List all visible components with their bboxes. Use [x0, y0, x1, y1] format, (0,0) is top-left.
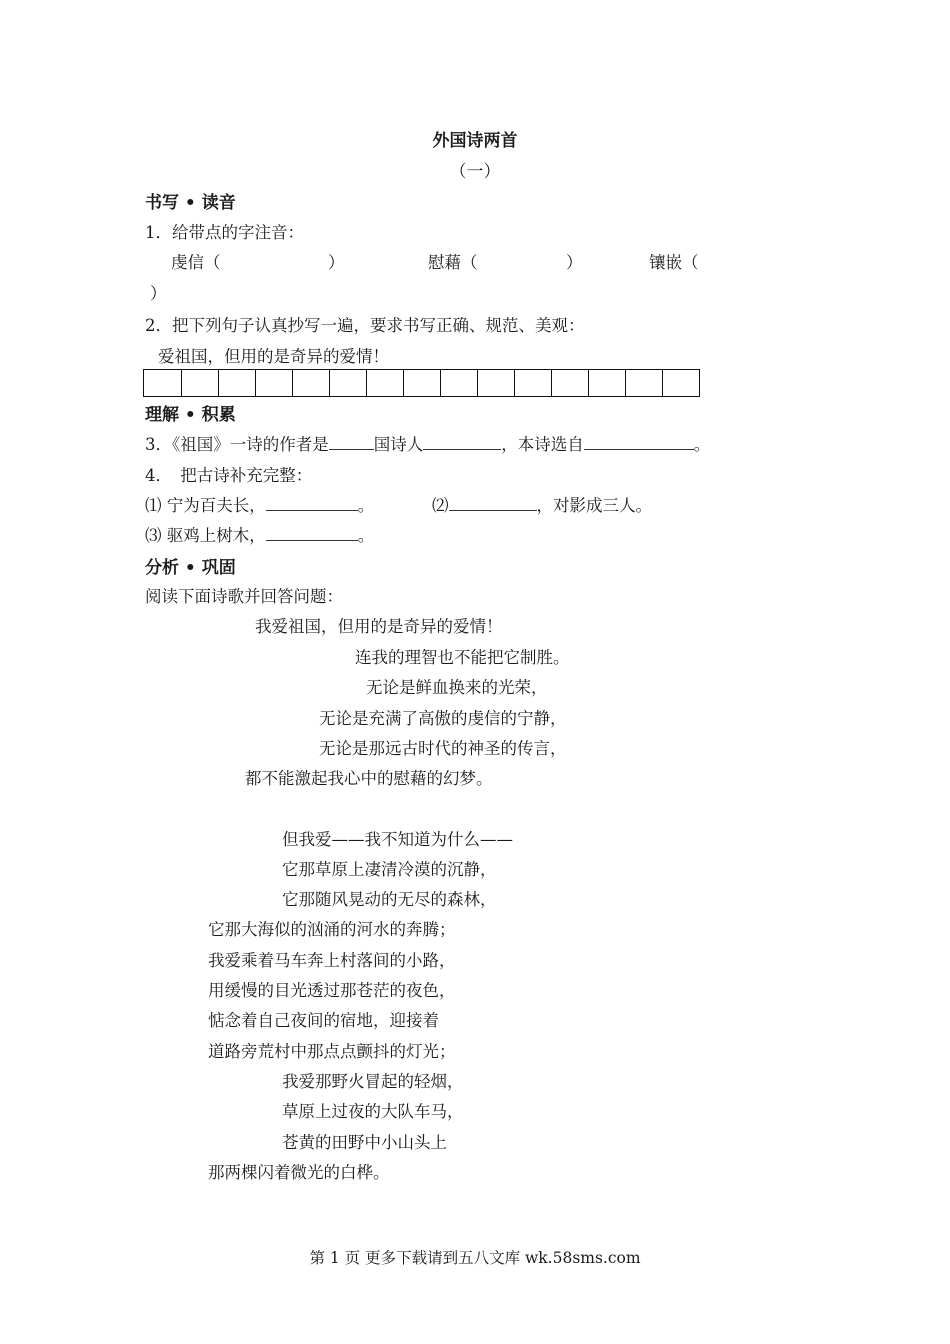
- poem-line: 但我爱——我不知道为什么——: [282, 830, 513, 849]
- q3-text-d: 。: [693, 435, 711, 454]
- q3-text-b: 国诗人: [373, 435, 424, 454]
- poem-line: 道路旁荒村中那点点颤抖的灯光；: [208, 1042, 456, 1061]
- poem-line: 用缓慢的目光透过那苍茫的夜色，: [208, 981, 456, 1000]
- q2-stem: 2．把下列句子认真抄写一遍，要求书写正确、规范、美观：: [145, 316, 585, 335]
- q1-word-2: 慰藉（: [428, 253, 478, 272]
- section-heading-writing: 书写 • 读音: [145, 193, 236, 213]
- q4-poem-2: [432, 492, 652, 516]
- poem-line: 我爱祖国，但用的是奇异的爱情！: [255, 617, 503, 636]
- q3-blank-source[interactable]: [584, 435, 694, 450]
- grid-divider: [218, 370, 219, 396]
- poem-line: 无论是鲜血换来的光荣，: [366, 678, 548, 697]
- grid-divider: [514, 370, 515, 396]
- grid-divider: [588, 370, 589, 396]
- q4-p1-text: ⑴ 宁为百夫长，: [145, 496, 266, 515]
- q3-text-a: 3．《祖国》一诗的作者是: [145, 435, 329, 454]
- writing-grid[interactable]: [143, 369, 700, 397]
- grid-divider: [625, 370, 626, 396]
- section-heading-analysis: 分析 • 巩固: [145, 558, 236, 578]
- poem-line: 无论是充满了高傲的虔信的宁静，: [319, 709, 567, 728]
- poem-line: 那两棵闪着微光的白桦。: [208, 1163, 390, 1182]
- q4-poem-1: [145, 492, 374, 516]
- grid-divider: [477, 370, 478, 396]
- poem-line: 它那大海似的汹涌的河水的奔腾；: [208, 920, 456, 939]
- page-title: 外国诗两首: [432, 131, 518, 151]
- grid-divider: [403, 370, 404, 396]
- poem-line: 无论是那远古时代的神圣的传言，: [319, 739, 567, 758]
- q1-stem: 1．给带点的字注音：: [145, 223, 304, 242]
- poem-line: 我爱那野火冒起的轻烟，: [282, 1072, 464, 1091]
- poem-line: 连我的理智也不能把它制胜。: [355, 648, 570, 667]
- page-subtitle: （一）: [449, 162, 501, 182]
- q4-p1-blank[interactable]: [266, 496, 358, 511]
- grid-divider: [329, 370, 330, 396]
- q4-p3-text: ⑶ 驱鸡上树木，: [145, 526, 266, 545]
- q4-p2-num: ⑵: [432, 496, 449, 515]
- q4-p2-text: ，对影成三人。: [536, 496, 652, 515]
- grid-divider: [366, 370, 367, 396]
- grid-divider: [551, 370, 552, 396]
- page-footer: 第 1 页 更多下载请到五八文库 wk.58sms.com: [309, 1249, 641, 1267]
- poem-line: 我爱乘着马车奔上村落间的小路，: [208, 951, 456, 970]
- section-heading-understanding: 理解 • 积累: [145, 405, 236, 425]
- q1-word-3-close: ）: [150, 284, 167, 303]
- q4-stem: 4． 把古诗补充完整：: [145, 466, 313, 485]
- grid-divider: [440, 370, 441, 396]
- q3-blank-poet[interactable]: [423, 435, 501, 450]
- q3-line: [145, 431, 710, 455]
- q1-word-2-close: ）: [566, 253, 583, 272]
- poem-line: 惦念着自己夜间的宿地，迎接着: [208, 1011, 439, 1030]
- q4-poem-3: [145, 522, 374, 546]
- grid-divider: [662, 370, 663, 396]
- grid-divider: [181, 370, 182, 396]
- q4-p3-blank[interactable]: [266, 526, 358, 541]
- q1-word-1-close: ）: [328, 253, 345, 272]
- q4-p2-blank[interactable]: [449, 496, 537, 511]
- q2-sentence: 爱祖国，但用的是奇异的爱情！: [158, 347, 389, 366]
- q3-text-c: ，本诗选自: [501, 435, 584, 454]
- q1-word-1: 虔信（: [171, 253, 221, 272]
- q3-blank-country[interactable]: [329, 435, 374, 450]
- grid-divider: [292, 370, 293, 396]
- grid-divider: [255, 370, 256, 396]
- poem-line: 都不能激起我心中的慰藉的幻梦。: [245, 769, 493, 788]
- poem-line: 它那草原上凄清冷漠的沉静，: [282, 860, 497, 879]
- q1-word-3: 镶嵌（: [649, 253, 699, 272]
- poem-line: 草原上过夜的大队车马，: [282, 1102, 464, 1121]
- poem-line: 苍黄的田野中小山头上: [282, 1133, 447, 1152]
- q4-p1-end: 。: [357, 496, 375, 515]
- q4-p3-end: 。: [357, 526, 375, 545]
- poem-line: 它那随风晃动的无尽的森林，: [282, 890, 497, 909]
- reading-intro: 阅读下面诗歌并回答问题：: [145, 587, 343, 606]
